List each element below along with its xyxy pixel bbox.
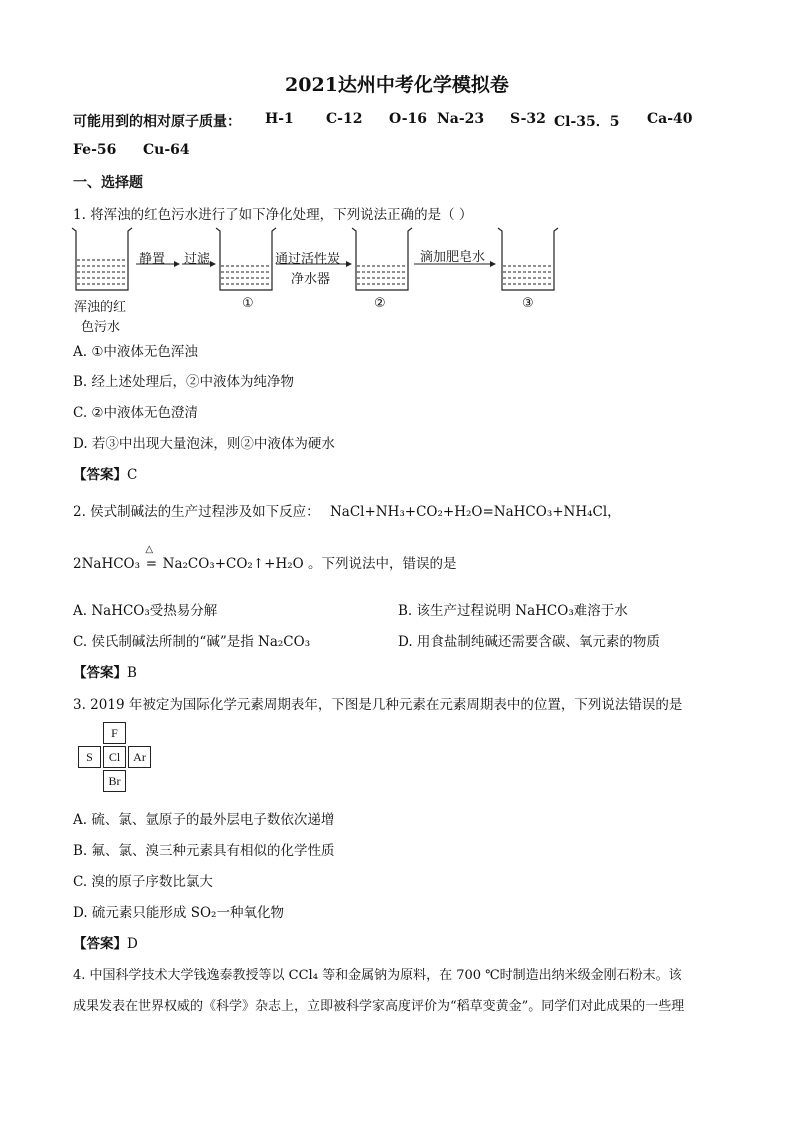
element-s: S <box>78 746 101 768</box>
q3-option-d: D. 硫元素只能形成 SO₂一种氧化物 <box>73 905 284 921</box>
q1-option-c: C. ②中液体无色澄清 <box>73 405 199 421</box>
q2-answer-label: 【答案】 <box>73 665 127 681</box>
q2-stem-text: 2. 侯式制碱法的生产过程涉及如下反应： <box>73 504 320 520</box>
q3-answer-value: D <box>127 936 138 952</box>
q2-option-a: A. NaHCO₃受热易分解 <box>73 603 218 619</box>
label-filter: 过滤 <box>184 252 211 267</box>
q1-answer-label: 【答案】 <box>73 467 127 483</box>
q2-answer <box>73 661 137 681</box>
label-beaker-2: ② <box>374 296 386 311</box>
q3-option-a: A. 硫、氯、氩原子的最外层电子数依次递增 <box>73 812 335 828</box>
page-title: 2021达州中考化学模拟卷 <box>285 74 509 96</box>
mass-na: Na-23 <box>437 111 485 127</box>
atomic-mass-label: 可能用到的相对原子质量： <box>73 114 241 130</box>
q2-reaction-2-right: Na₂CO₃+CO₂↑+H₂O <box>162 556 304 572</box>
q2-stem-tail: 。下列说法中，错误的是 <box>308 556 457 572</box>
q3-option-c: C. 溴的原子序数比氯大 <box>73 874 213 890</box>
q2-reaction-1: NaCl+NH₃+CO₂+H₂O=NaHCO₃+NH₄Cl， <box>329 504 621 520</box>
mass-fe: Fe-56 <box>73 142 117 158</box>
beaker-1 <box>216 228 276 290</box>
element-br: Br <box>103 770 126 792</box>
mass-h: H-1 <box>265 111 294 127</box>
q2-option-b: B. 该生产过程说明 NaHCO₃难溶于水 <box>398 603 628 619</box>
q3-answer-label: 【答案】 <box>73 936 127 952</box>
mass-cl: Cl-35．5 <box>554 114 620 130</box>
label-muddy-water-1: 浑浊的红 <box>74 300 127 315</box>
q3-option-b: B. 氟、氯、溴三种元素具有相似的化学性质 <box>73 843 335 859</box>
q2-option-d: D. 用食盐制纯碱还需要含碳、氧元素的物质 <box>398 634 660 650</box>
beaker-muddy-water <box>72 228 132 290</box>
mass-ca: Ca-40 <box>647 111 693 127</box>
q2-reaction-2-left: 2NaHCO₃ <box>73 556 141 572</box>
beaker-2 <box>352 228 412 290</box>
question-4-line-1: 4. 中国科学技术大学钱逸泰教授等以 CCl₄ 等和金属钠为原料，在 700 ℃时制造出纳米级金刚石粉末。该 <box>73 968 682 983</box>
element-f: F <box>103 722 126 744</box>
question-1-stem: 1. 将浑浊的红色污水进行了如下净化处理，下列说法正确的是（ ） <box>73 207 473 223</box>
mass-cu: Cu-64 <box>143 142 190 158</box>
q1-option-d: D. 若③中出现大量泡沫，则②中液体为硬水 <box>73 436 335 452</box>
question-3-stem: 3. 2019 年被定为国际化学元素周期表年，下图是几种元素在元素周期表中的位置，下列说法错误的是 <box>73 697 683 713</box>
label-settle: 静置 <box>139 252 166 267</box>
q2-option-c: C. 侯氏制碱法所制的“碱”是指 Na₂CO₃ <box>73 634 311 650</box>
label-beaker-1: ① <box>242 296 254 311</box>
mass-o: O-16 <box>389 111 428 127</box>
q3-answer <box>73 932 138 952</box>
label-soap-water: 滴加肥皂水 <box>420 250 486 265</box>
section-heading: 一、选择题 <box>73 175 143 191</box>
q1-answer-value: C <box>127 467 138 483</box>
mass-c: C-12 <box>326 111 363 127</box>
beaker-3 <box>498 228 558 290</box>
question-2-stem <box>73 500 621 520</box>
q1-option-a: A. ①中液体无色浑浊 <box>73 344 198 360</box>
label-activated-carbon-2: 净水器 <box>291 272 331 287</box>
label-beaker-3: ③ <box>522 296 534 311</box>
q2-answer-value: B <box>127 665 137 681</box>
q2-reaction-2-line <box>73 544 457 572</box>
question-4-line-2: 成果发表在世界权威的《科学》杂志上，立即被科学家高度评价为“稻草变黄金”。同学们对此成果的一些理 <box>73 999 685 1014</box>
q1-option-b: B. 经上述处理后，②中液体为纯净物 <box>73 374 295 390</box>
element-ar: Ar <box>128 746 151 768</box>
q2-heat-condition: △ = <box>145 544 157 572</box>
mass-s: S-32 <box>510 111 546 127</box>
q1-answer <box>73 463 137 483</box>
label-muddy-water-2: 色污水 <box>81 320 121 335</box>
heat-symbol: △ <box>145 544 154 555</box>
label-activated-carbon-1: 通过活性炭 <box>275 252 341 267</box>
element-cl: Cl <box>103 746 126 768</box>
